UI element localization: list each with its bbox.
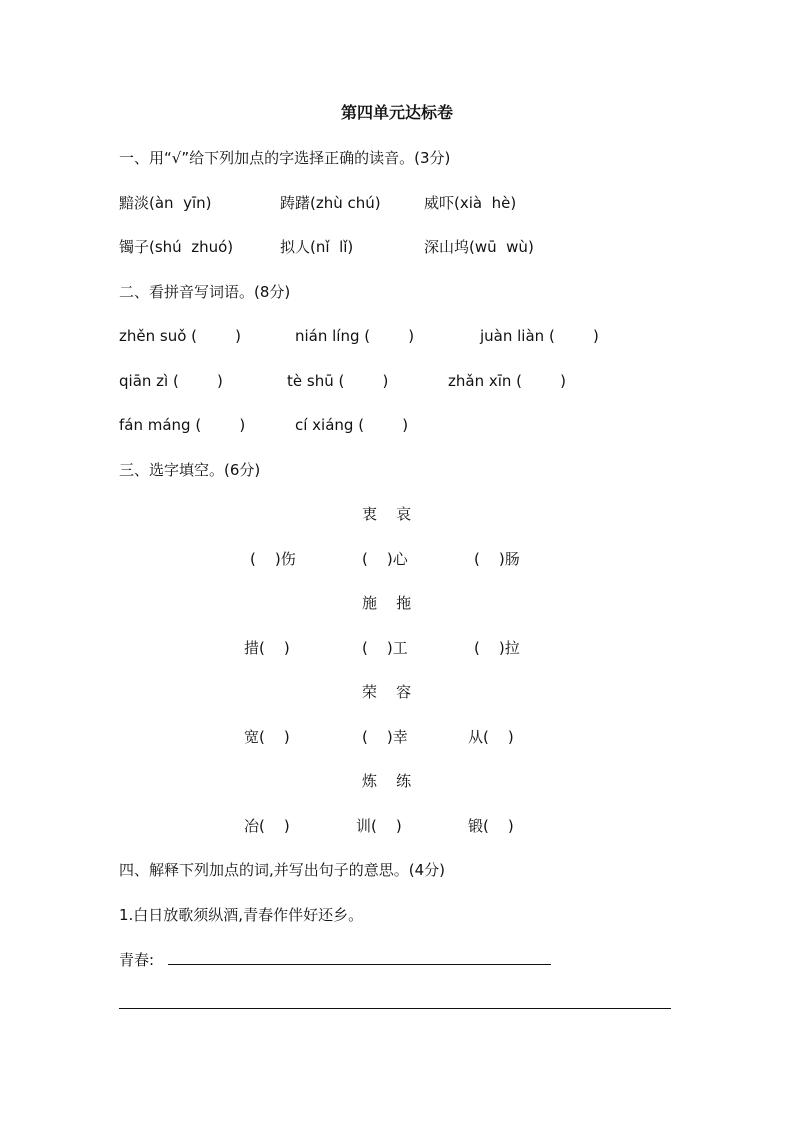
- q3-blank: 措( ): [244, 639, 290, 657]
- q2-item: fán máng ( ): [119, 416, 246, 434]
- q2-item: zhǎn xīn ( ): [448, 372, 567, 390]
- q2-item: cí xiáng ( ): [295, 416, 409, 434]
- q2-item: qiān zì ( ): [119, 372, 223, 390]
- q3-blank: ( )心: [362, 550, 408, 568]
- q3-blank: ( )幸: [362, 728, 408, 746]
- q2-item: zhěn suǒ ( ): [119, 327, 241, 345]
- q4-answer-label: 青春:: [119, 951, 155, 969]
- q3-blank: 宽( ): [244, 728, 290, 746]
- q3-blank: ( )伤: [250, 550, 296, 568]
- q1-item: 黯淡(àn yīn): [119, 194, 212, 212]
- q3-blank: 从( ): [468, 728, 514, 746]
- q3-choice-chars: 炼 练: [362, 772, 412, 790]
- q4-heading: 四、解释下列加点的词,并写出句子的意思。(4分): [119, 861, 446, 879]
- q1-heading: 一、用“√”给下列加点的字选择正确的读音。(3分): [119, 149, 451, 167]
- q2-heading: 二、看拼音写词语。(8分): [119, 283, 291, 301]
- q2-item: juàn liàn ( ): [480, 327, 599, 345]
- q3-choice-chars: 荣 容: [362, 683, 412, 701]
- q2-item: nián líng ( ): [295, 327, 415, 345]
- q3-choice-chars: 衷 哀: [362, 505, 412, 523]
- answer-line[interactable]: [119, 1008, 671, 1009]
- q3-blank: 锻( ): [468, 817, 514, 835]
- page-title: 第四单元达标卷: [340, 103, 453, 122]
- q3-choice-chars: 施 拖: [362, 594, 412, 612]
- answer-line[interactable]: [168, 964, 551, 965]
- q1-item: 镯子(shú zhuó): [119, 238, 234, 256]
- q3-blank: 冶( ): [244, 817, 290, 835]
- q1-item: 威吓(xià hè): [424, 194, 517, 212]
- q3-blank: ( )拉: [474, 639, 520, 657]
- q3-blank: 训( ): [356, 817, 402, 835]
- q3-blank: ( )肠: [474, 550, 520, 568]
- q1-item: 深山坞(wū wù): [424, 238, 534, 256]
- q1-item: 拟人(nǐ lǐ): [280, 238, 354, 256]
- q3-heading: 三、选字填空。(6分): [119, 461, 261, 479]
- q4-sentence: 1.白日放歌须纵酒,青春作伴好还乡。: [119, 906, 364, 924]
- q2-item: tè shū ( ): [287, 372, 389, 390]
- q1-item: 踌躇(zhù chú): [280, 194, 381, 212]
- q3-blank: ( )工: [362, 639, 408, 657]
